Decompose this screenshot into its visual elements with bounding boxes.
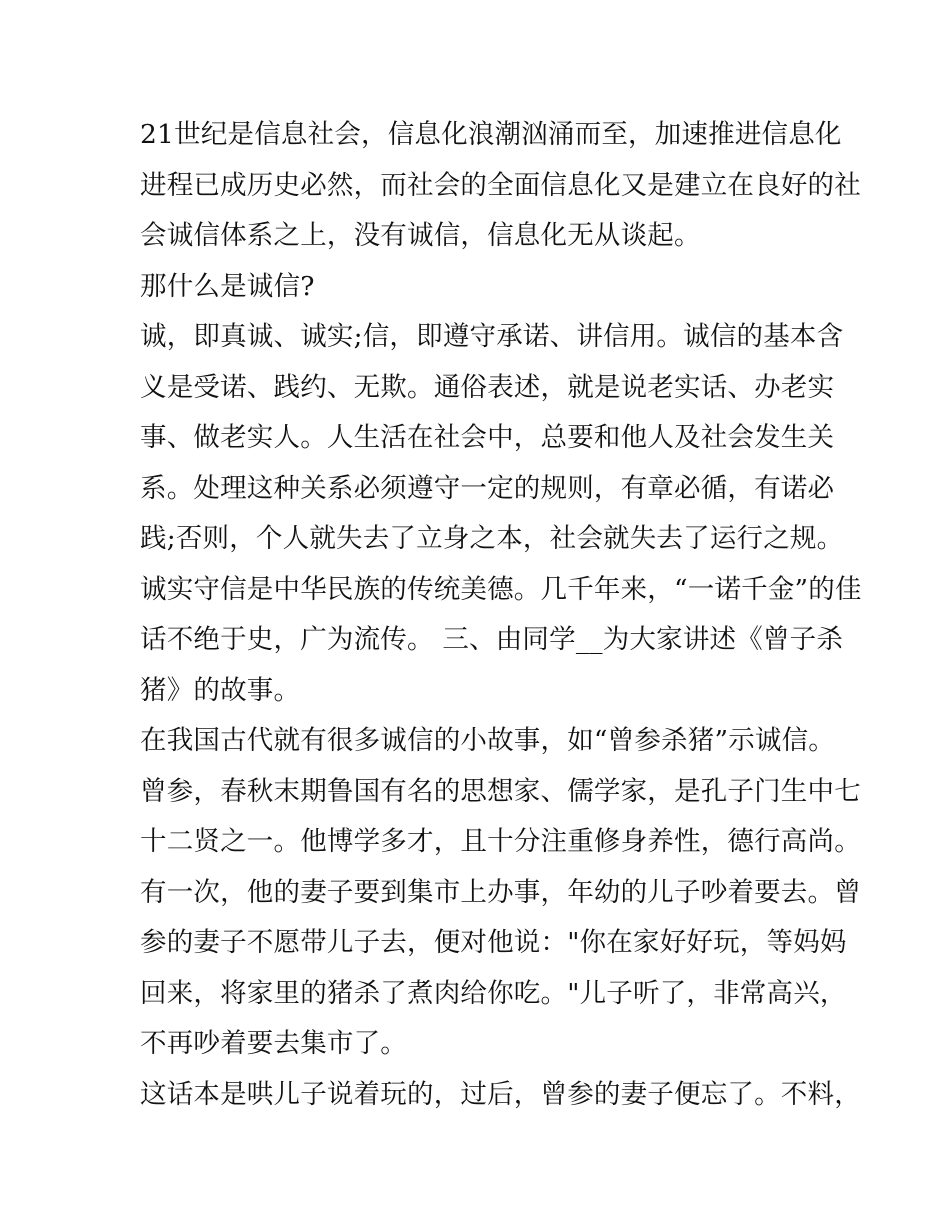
text-line: 话不绝于史，广为流传。 三、由同学__为大家讲述《曾子杀 [140, 624, 844, 655]
text-line: 诚，即真诚、诚实;信，即遵守承诺、讲信用。诚信的基本含 [140, 321, 844, 352]
text-line: 会诚信体系之上，没有诚信，信息化无从谈起。 [140, 220, 701, 251]
text-line: 义是受诺、践约、无欺。通俗表述，就是说老实话、办老实 [140, 371, 835, 403]
text-line: 猪》的故事。 [140, 674, 301, 706]
text-line: 十二贤之一。他博学多才，且十分注重修身养性，德行高尚。 [140, 826, 861, 857]
paragraph-story-body [140, 767, 861, 1070]
text-line: 这话本是哄儿子说着玩的，过后，曾参的妻子便忘了。不料， [140, 1078, 861, 1110]
text-line: 参的妻子不愿带儿子去，便对他说："你在家好好玩，等妈妈 [140, 927, 847, 958]
paragraph-story-continue [140, 1070, 861, 1121]
document-page [140, 110, 862, 1120]
text-line: 曾参，春秋末期鲁国有名的思想家、儒学家，是孔子门生中七 [140, 775, 861, 807]
text-line: 回来，将家里的猪杀了煮肉给你吃。"儿子听了，非常高兴， [140, 977, 847, 1009]
paragraph-definition [140, 312, 862, 716]
text-line: 在我国古代就有很多诚信的小故事，如“曾参杀猪”示诚信。 [140, 725, 835, 756]
text-line: 21世纪是信息社会，信息化浪潮汹涌而至，加速推进信息化 [140, 119, 842, 150]
text-line: 不再吵着要去集市了。 [140, 1028, 407, 1059]
text-line: 那什么是诚信? [140, 270, 315, 302]
paragraph-question [140, 262, 815, 313]
text-line: 有一次，他的妻子要到集市上办事，年幼的儿子吵着要去。曾 [140, 876, 861, 908]
paragraph-story-intro [140, 716, 835, 767]
paragraph-intro [140, 110, 861, 262]
text-line: 事、做老实人。人生活在社会中，总要和他人及社会发生关 [140, 422, 835, 453]
text-line: 进程已成历史必然，而社会的全面信息化又是建立在良好的社 [140, 169, 861, 201]
text-line: 践;否则，个人就失去了立身之本，社会就失去了运行之规。 [140, 523, 844, 554]
text-line: 系。处理这种关系必须遵守一定的规则，有章必循，有诺必 [140, 472, 835, 504]
text-line: 诚实守信是中华民族的传统美德。几千年来，“一诺千金”的佳 [140, 573, 862, 605]
